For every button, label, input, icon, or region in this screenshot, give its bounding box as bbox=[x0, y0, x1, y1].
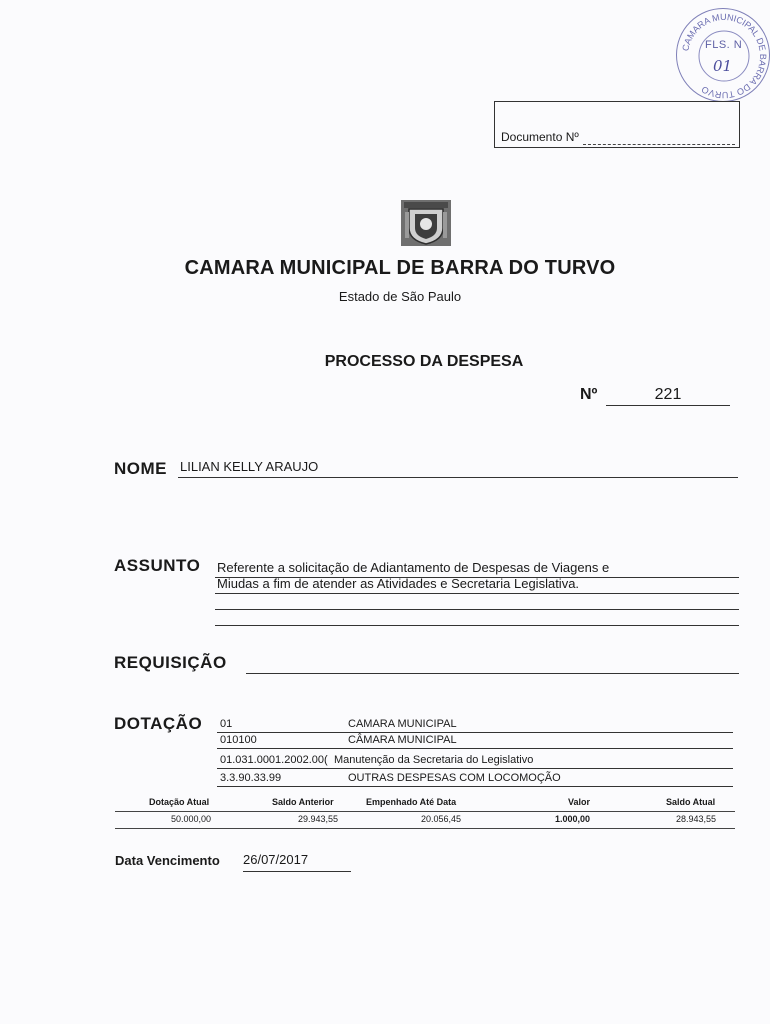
requisicao-line bbox=[246, 673, 739, 674]
dotacao-row bbox=[217, 753, 733, 769]
svg-text:CAMARA MUNICIPAL DE BARRA DO T bbox=[680, 12, 768, 100]
dotacao-row bbox=[217, 733, 733, 749]
page-subtitle: Estado de São Paulo bbox=[338, 289, 462, 304]
nome-line bbox=[178, 477, 738, 478]
value-saldo-atual: 28.943,55 bbox=[676, 814, 717, 824]
document-heading: PROCESSO DA DESPESA bbox=[324, 353, 524, 370]
header-saldo-atual: Saldo Atual bbox=[666, 797, 716, 807]
stamp-sheet-number: 01 bbox=[713, 57, 733, 75]
dotacao-row bbox=[217, 717, 733, 733]
assunto-line-1: Referente a solicitação de Adiantamento de Despesas de Viagens e bbox=[217, 560, 610, 575]
stamp-fls-label: FLS. N bbox=[705, 39, 743, 51]
assunto-label: ASSUNTO bbox=[114, 556, 201, 575]
header-empenhado: Empenhado Até Data bbox=[366, 797, 457, 807]
assunto-rule-2 bbox=[215, 593, 739, 594]
header-dotacao-atual: Dotação Atual bbox=[149, 797, 210, 807]
header-saldo-anterior: Saldo Anterior bbox=[272, 797, 334, 807]
process-number-value: 221 bbox=[606, 386, 730, 406]
value-dotacao-atual: 50.000,00 bbox=[171, 814, 212, 824]
page-title: CAMARA MUNICIPAL DE BARRA DO TURVO bbox=[184, 257, 616, 279]
value-saldo-anterior: 29.943,55 bbox=[298, 814, 339, 824]
header-valor: Valor bbox=[568, 797, 591, 807]
document-number-box bbox=[494, 101, 740, 148]
dotacao-code: 010100 bbox=[220, 734, 257, 746]
table-rule-top bbox=[115, 811, 735, 812]
stamp-ring-text bbox=[677, 9, 770, 103]
dotacao-code: 01.031.0001.2002.00( bbox=[220, 754, 328, 766]
dotacao-description: OUTRAS DESPESAS COM LOCOMOÇÃO bbox=[348, 772, 561, 784]
dotacao-code: 01 bbox=[220, 718, 233, 730]
table-rule-bottom bbox=[115, 828, 735, 829]
value-empenhado: 20.056,45 bbox=[421, 814, 462, 824]
document-number-label: Documento Nº bbox=[501, 130, 579, 144]
dotacao-description: CAMARA MUNICIPAL bbox=[348, 718, 457, 730]
dotacao-description: Manutenção da Secretaria do Legislativo bbox=[334, 754, 534, 766]
nome-label: NOME bbox=[114, 459, 167, 478]
nome-value: LILIAN KELLY ARAUJO bbox=[180, 459, 319, 474]
stamp-ring-label: CAMARA MUNICIPAL DE BARRA DO TURVO bbox=[680, 11, 769, 101]
assunto-rule-4 bbox=[215, 625, 739, 626]
due-date-label: Data Vencimento bbox=[115, 853, 220, 868]
assunto-rule-3 bbox=[215, 609, 739, 610]
dotacao-row bbox=[217, 771, 733, 787]
municipal-crest-icon bbox=[401, 200, 451, 246]
chamber-seal-stamp bbox=[676, 8, 770, 102]
document-number-line bbox=[583, 144, 735, 145]
dotacao-code: 3.3.90.33.99 bbox=[220, 772, 282, 784]
assunto-line-2: Miudas a fim de atender as Atividades e Secretaria Legislativa. bbox=[217, 576, 580, 591]
due-date-value: 26/07/2017 bbox=[243, 852, 351, 872]
requisicao-label: REQUISIÇÃO bbox=[114, 653, 227, 672]
dotacao-description: CÂMARA MUNICIPAL bbox=[348, 734, 457, 746]
process-number-label: Nº bbox=[580, 386, 598, 403]
dotacao-label: DOTAÇÃO bbox=[114, 714, 203, 733]
value-valor: 1.000,00 bbox=[555, 814, 591, 824]
